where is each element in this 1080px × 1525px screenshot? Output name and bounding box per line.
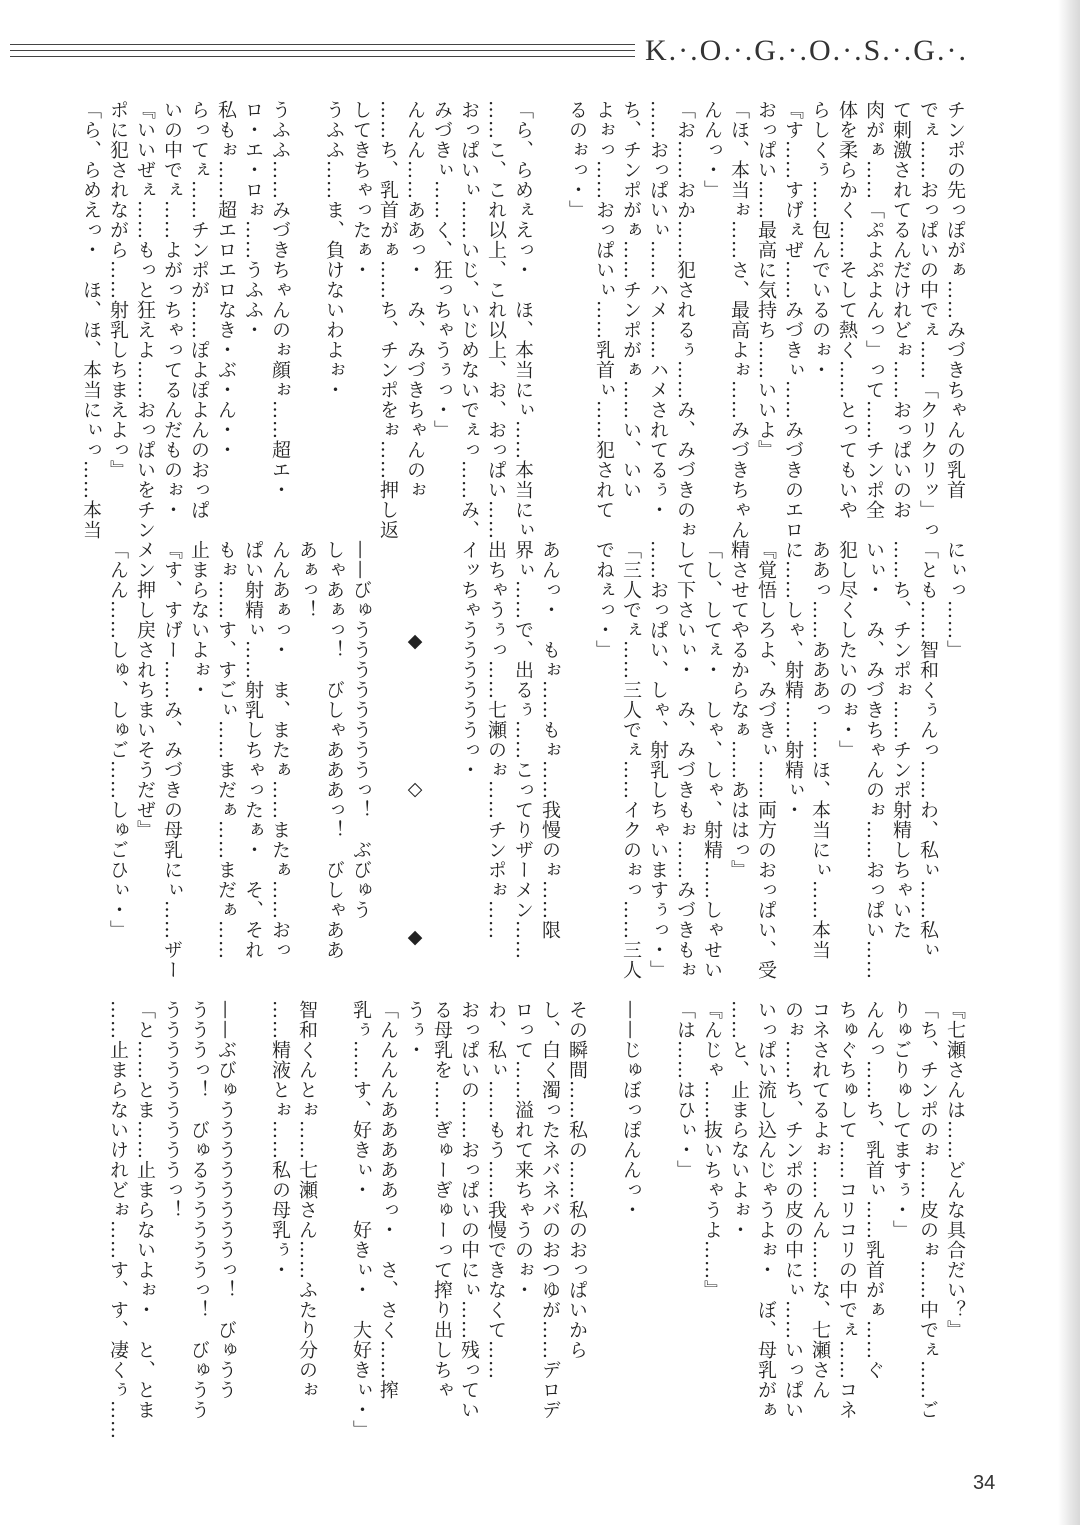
text-line: しゃあぁっ！ びしゃあああっ！ びしゃああ <box>323 540 345 960</box>
text-line: んんん……ああっ・ み、みづきちゃんのぉ <box>404 100 426 500</box>
blank-line <box>536 100 563 530</box>
text-line: おっぱい……最高に気持ち……いいよ』 <box>755 100 777 460</box>
text-line: 「ら、らめぇえっ・ ほ、本当にぃ……本当にぃ <box>512 100 534 540</box>
text-tier-2 <box>104 540 968 1009</box>
text-line: うううううううううっ！ <box>161 1000 183 1220</box>
text-line: ……と、止まらないよぉ・ <box>728 1000 750 1240</box>
text-line: 「ち、チンポのぉ……皮のぉ……中でぇ……ご <box>917 1000 939 1420</box>
scan-edge-shadow <box>1058 0 1080 1525</box>
text-line: よぉっ……おっぱいぃ……乳首ぃ……犯されて <box>593 100 615 520</box>
text-line: るのぉっ・」 <box>566 100 588 220</box>
text-line: ……こ、これ以上、これ以上、お、おっぱい…… <box>485 100 507 540</box>
text-line: 『す……すげぇぜ……みづきぃ……みづきのエロ <box>782 100 804 540</box>
text-line: 出ちゃうぅっ……七瀬のぉ……チンポぉ…… <box>485 540 507 940</box>
text-line: ……ち、乳首がぁ……ち、チンポをぉ……押し返 <box>377 100 399 540</box>
text-line: 精させてやるからなぁ……あははっ』 <box>728 540 750 880</box>
header-rule-bottom <box>10 56 635 57</box>
text-line: いの中でぇ……よがっちゃってるんだものぉ・ <box>161 100 183 520</box>
text-line: コネされてるよぉ……んん……な、七瀬さん <box>809 1000 831 1400</box>
blank-line <box>563 540 590 970</box>
text-line: でぇ……おっぱいの中でぇ……「クリクリッ」っ <box>917 100 939 540</box>
text-line: んんっ……ち、乳首ぃ……乳首がぁ……ぐ <box>863 1000 885 1380</box>
section-divider: ◆ ◇ ◆ <box>404 630 426 1009</box>
text-line: その瞬間……私の……私のおっぱいから <box>566 1000 588 1360</box>
text-line: 「ほ、本当ぉ……さ、最高よぉ……みづきちゃん <box>728 100 750 540</box>
text-line: 肉がぁ……「ぷよぷよんっ」って……チンポ全 <box>863 100 885 520</box>
text-line: ……ち、チンポぉ……チンポ射精しちゃいた <box>890 540 912 940</box>
text-line: 『んじゃ……抜いちゃうよ……』 <box>701 1000 723 1300</box>
blank-line <box>293 100 320 530</box>
blank-line <box>644 1000 671 1440</box>
text-line: してきちゃったぁ・ <box>350 100 372 280</box>
text-line: ……おっぱいぃ……ハメ……ハメされてるぅ・ <box>647 100 669 520</box>
text-line: 「んんんんあああああっ・ さ、さく……搾 <box>377 1000 399 1400</box>
text-line: にぃっ……」 <box>944 540 966 660</box>
text-line: でねぇっ・」 <box>593 540 615 660</box>
text-line: ……おっぱい、しゃ、射乳しちゃいますぅっ・」 <box>647 540 669 980</box>
text-line: いぃ・ み、みづきちゃんのぉ……おっぱい…… <box>863 540 885 980</box>
text-line: ロ・エ・ロぉ……うふふ・ <box>242 100 264 340</box>
text-tier-3 <box>104 1000 968 1440</box>
text-line: 「とも……智和くぅんっ……わ、私ぃ……私ぃ <box>917 540 939 960</box>
text-line: し、白く濁ったネバネバのおつゆが……デロデ <box>539 1000 561 1420</box>
text-line: に……しゃ、射精……射精ぃ・ <box>782 540 804 820</box>
text-line: 止まらないよぉ・ <box>188 540 210 700</box>
text-line: うふふ……みづきちゃんのぉ顔ぉ……超エ・ <box>269 100 291 500</box>
text-line: んんっ・」 <box>701 100 723 200</box>
text-line: おっぱいの……おっぱいの中にぃ……残ってい <box>458 1000 480 1420</box>
text-line: 智和くんとぉ……七瀬さん……ふたり分のぉ <box>296 1000 318 1400</box>
text-tier-1 <box>77 100 968 540</box>
blank-line <box>428 540 455 970</box>
text-line: うふふ……ま、負けないわよぉ・ <box>323 100 345 400</box>
text-line: 『覚悟しろよ、みづきぃ……両方のおっぱい、受 <box>755 540 777 980</box>
text-line: ポに犯されながら……射乳しちまえよっ』 <box>107 100 129 480</box>
text-line: いっぱい流し込んじゃうよぉ・ ぼ、母乳がぁ <box>755 1000 777 1420</box>
text-line: て刺激されてるんだけれどぉ……おっぱいのお <box>890 100 912 520</box>
text-line: ち、チンポがぁ……チンポがぁ……い、いい <box>620 100 642 500</box>
text-line: ——ぶびゅううううううううっ！ びゅうう <box>215 1000 237 1400</box>
text-line: らしくぅ……包んでいるのぉ・ <box>809 100 831 380</box>
text-line: 私もぉ……超エロエロなき・ぶ・ん・・ <box>215 100 237 460</box>
text-line: んんあぁっ・ ま、またぁ……またぁ……おっ <box>269 540 291 960</box>
text-line: 界ぃ……で、出るぅ……こってりザーメン…… <box>512 540 534 960</box>
text-line: あんっ・ もぉ……もぉ……我慢のぉ……限 <box>539 540 561 940</box>
header-title: K.·.O.·.G.·.O.·.S.·.G.·. <box>645 34 968 67</box>
text-line: チンポの先っぽがぁ……みづきちゃんの乳首 <box>944 100 966 500</box>
header-rule-middle <box>10 50 635 51</box>
text-line: 『す、すげー……み、みづきの母乳にぃ……ザー <box>161 540 183 980</box>
blank-line <box>239 1000 266 1440</box>
page-number: 34 <box>973 1472 996 1494</box>
text-line: もぉ……す、すごぃ……まだぁ……まだぁ…… <box>215 540 237 960</box>
text-line: して下さいぃ・ み、みづきもぉ……みづきもぉ <box>674 540 696 980</box>
text-line: ちゅぐちゅして……コリコリの中でぇ……コネ <box>836 1000 858 1420</box>
text-line: ああっ……あああっ……ほ、本当にぃ……本当 <box>809 540 831 960</box>
text-line: らってぇ……チンポが……ぽよぽよんのおっぱ <box>188 100 210 520</box>
blank-line <box>590 1000 617 1440</box>
text-line: あぁっ！ <box>296 540 318 620</box>
text-line: 犯し尽くしたいのぉ・」 <box>836 540 858 760</box>
text-line: うううっ！ びゅるうううううっ！ びゅうう <box>188 1000 210 1420</box>
text-line: 「は……はひぃ・」 <box>674 1000 696 1180</box>
blank-line <box>374 540 401 970</box>
text-line: ——びゅううううううううっ！ ぶびゅう <box>350 540 372 920</box>
text-line: 体を柔らかく……そして熱く……とってもいや <box>836 100 858 520</box>
text-line: イッちゃううううううっ・ <box>458 540 480 780</box>
text-line: る母乳を……ぎゅーぎゅーって搾り出しちゃ <box>431 1000 453 1400</box>
text-line: うぅ・ <box>404 1000 426 1060</box>
text-line: りゅごりゅしてますぅ・」 <box>890 1000 912 1240</box>
text-line: 「ら、らめえっ・ ほ、ほ、本当にぃっ……本当 <box>80 100 102 540</box>
header-rule-top <box>10 44 635 45</box>
text-line: 乳ぅ……す、好きぃ・ 好きぃ・ 大好きぃ・」 <box>350 1000 372 1440</box>
text-line: ——じゅぼっぽんんっ・ <box>620 1000 642 1220</box>
text-line: 「し、してぇ・ しゃ、しゃ、射精……しゃせい <box>701 540 723 980</box>
text-line: メン押し戻されちまいそうだぜ』 <box>134 540 156 840</box>
text-line: わ、私ぃ……もう……我慢できなくて…… <box>485 1000 507 1380</box>
text-line: みづきぃ……く、狂っちゃうぅっ・」 <box>431 100 453 440</box>
text-line: 「三人でぇ……三人でぇ……イクのぉっ……三人 <box>620 540 642 980</box>
text-line: ぱい射精ぃ……射乳しちゃったぁ・ そ、それ <box>242 540 264 960</box>
text-line: 「んん……しゅ、しゅご……しゅごひぃ・」 <box>107 540 129 940</box>
text-line: ……止まらないけれどぉ……す、す、凄くぅ…… <box>107 1000 129 1440</box>
blank-line <box>320 1000 347 1440</box>
text-line: のぉ……ち、チンポの皮の中にぃ……いっぱい <box>782 1000 804 1420</box>
text-line: ……精液とぉ……私の母乳ぅ・ <box>269 1000 291 1280</box>
text-line: ロって……溢れて来ちゃうのぉ・ <box>512 1000 534 1300</box>
text-line: 「お……おか……犯されるぅ……み、みづきのぉ <box>674 100 696 540</box>
text-line: 「と……とま……止まらないよぉ・ と、とま <box>134 1000 156 1420</box>
text-line: 『いいぜぇ……もっと狂えよ……おっぱいをチン <box>134 100 156 540</box>
text-line: おっぱいぃ……いじ、いじめないでぇっ……み、 <box>458 100 480 540</box>
text-line: 『七瀬さんは……どんな具合だい？』 <box>944 1000 966 1340</box>
